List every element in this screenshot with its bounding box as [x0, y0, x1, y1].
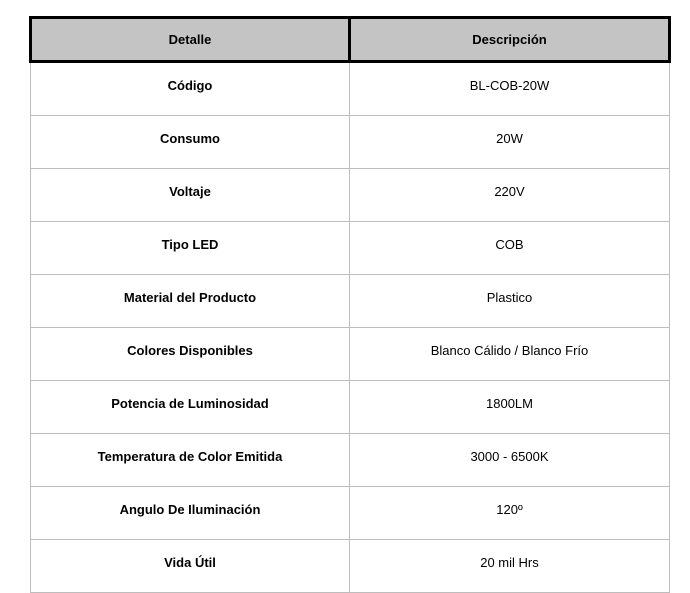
table-row [31, 381, 670, 434]
row-label: Angulo De Iluminación [31, 487, 350, 540]
table-row [31, 169, 670, 222]
table-row [31, 434, 670, 487]
header-detalle: Detalle [31, 18, 350, 62]
table-row [31, 328, 670, 381]
row-label: Voltaje [31, 169, 350, 222]
table-row [31, 487, 670, 540]
spec-table [29, 16, 671, 593]
row-value: 120º [350, 487, 670, 540]
table-row [31, 222, 670, 275]
row-value: Plastico [350, 275, 670, 328]
row-label: Colores Disponibles [31, 328, 350, 381]
table-row [31, 540, 670, 593]
table-row [31, 62, 670, 116]
row-value: BL-COB-20W [350, 62, 670, 116]
row-value: 1800LM [350, 381, 670, 434]
row-value: COB [350, 222, 670, 275]
row-value: 20W [350, 116, 670, 169]
row-label: Temperatura de Color Emitida [31, 434, 350, 487]
row-value: 20 mil Hrs [350, 540, 670, 593]
row-value: Blanco Cálido / Blanco Frío [350, 328, 670, 381]
row-label: Material del Producto [31, 275, 350, 328]
row-label: Código [31, 62, 350, 116]
header-descripcion: Descripción [350, 18, 670, 62]
row-label: Vida Útil [31, 540, 350, 593]
table-header-row [31, 18, 670, 62]
row-label: Consumo [31, 116, 350, 169]
row-value: 3000 - 6500K [350, 434, 670, 487]
row-value: 220V [350, 169, 670, 222]
table-row [31, 116, 670, 169]
row-label: Tipo LED [31, 222, 350, 275]
table-row [31, 275, 670, 328]
row-label: Potencia de Luminosidad [31, 381, 350, 434]
